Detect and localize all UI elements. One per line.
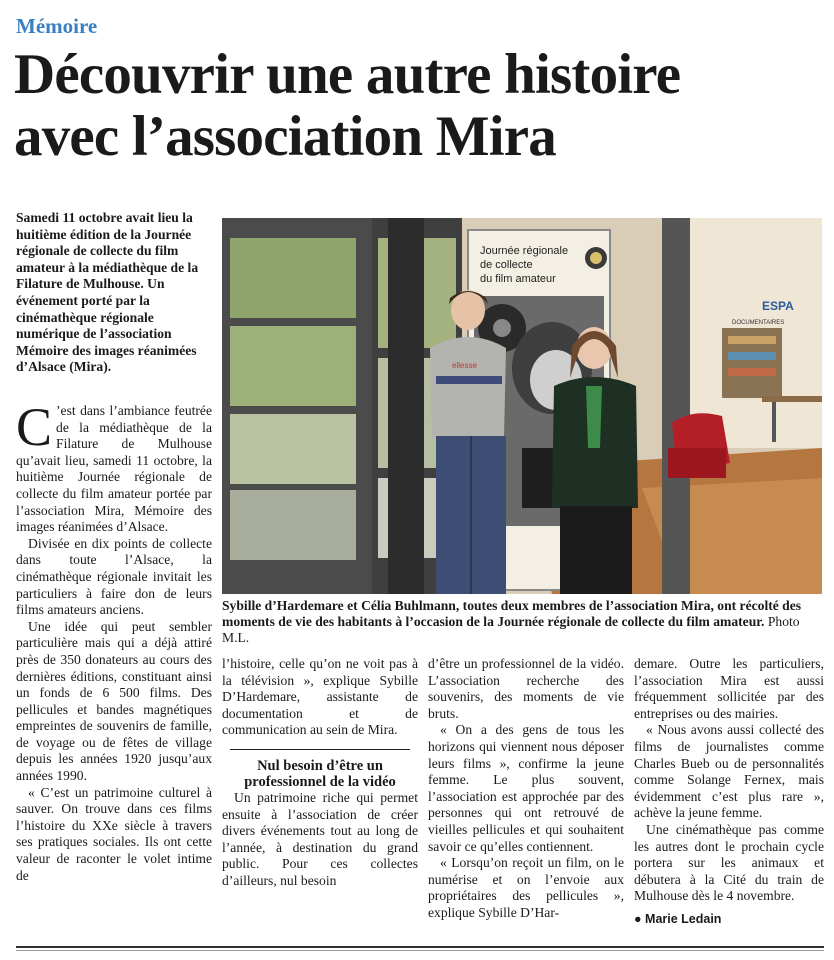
paragraph-8: « On a des gens de tous les horizons qui viennent nous déposer leurs films », confirme la jeune femme. Le plus souvent, l’association est approchée par des personnes qui ont retrouvé de vieilles pellicules et qui souhaitent savoir ce qu’elles contiennent.: [428, 722, 624, 854]
photo-illustration: [222, 218, 822, 594]
paragraph-6: Un patrimoine riche qui permet ensuite à l’association de créer divers événements tout au long de l’année, à destination du grand public. Pour ces collectes d’ailleurs, nul besoin: [222, 789, 418, 888]
bottom-rule: [16, 946, 824, 948]
article-column-3: [428, 656, 624, 922]
paragraph-2: Divisée en dix points de collecte dans toute l’Alsace, la cinémathèque régionale invitait les particuliers à faire don de leurs films amateurs anciens.: [16, 535, 212, 618]
lead-paragraph: Samedi 11 octobre avait lieu la huitième édition de la Journée régionale de collecte du film amateur à la médiathèque de la Filature de Mulhouse. Un événement porté par la cinémathèque régionale numérique de l’association Mémoire des images réanimées d’Alsace (Mira).: [16, 210, 199, 375]
sign-documentaires: DOCUMENTAIRES: [732, 320, 785, 326]
paragraph-7: d’être un professionnel de la vidéo. L’association recherche des souvenirs, des moments de vie bruts.: [428, 656, 624, 721]
dropcap: C: [16, 397, 53, 457]
paragraph-1-text: ’est dans l’ambiance feutrée de la médiathèque de la Filature de Mulhouse qu’avait lieu, samedi 11 octobre, la huitième Journée régionale de collecte du film amateur portée par l’association Mira, Mémoire des images réanimées d’Alsace.: [16, 403, 212, 535]
sign-espace: ESPA: [762, 299, 794, 313]
paragraph-11: « Nous avons aussi collecté des films de journalistes comme Charles Bueb ou de personnalités comme Solange Fernex, mais évidemment c’est plus rare », achève la jeune femme.: [634, 722, 824, 821]
author-name: Marie Ledain: [645, 911, 722, 926]
bottom-rule-thin: [16, 950, 824, 951]
banner-line-3: du film amateur: [480, 273, 556, 285]
paragraph-5: l’histoire, celle qu’on ne voit pas à la télévision », explique Sybille D’Hardemare, assistante de documentation et de communication au sein de Mira.: [222, 656, 418, 738]
paragraph-3: Une idée qui peut sembler particulière mais qui a déjà attiré près de 350 donateurs au cours des dernières éditions, constituant ainsi un fonds de 6 500 films. Des pellicules et bandes magnétiques empreintes de souvenirs de famille, de voyage ou de fêtes de village depuis les années 1920 jusqu’aux années 1990.: [16, 618, 212, 784]
article-column-2: [222, 656, 418, 890]
author-byline: ● Marie Ledain: [634, 911, 722, 926]
shirt-logo: ellesse: [452, 361, 477, 370]
photo-caption: [222, 598, 824, 647]
banner-line-1: Journée régionale: [480, 245, 569, 257]
banner-line-2: de collecte: [480, 259, 533, 271]
paragraph-1: [16, 397, 212, 536]
article-column-1: [16, 397, 212, 884]
caption-text: Sybille d’Hardemare et Célia Buhlmann, toutes deux membres de l’association Mira, ont récolté des moments de vie des habitants à l’occasion de la Journée régionale de collecte du film amateur.: [222, 598, 802, 630]
paragraph-10: demare. Outre les particuliers, l’association Mira est aussi fréquemment sollicitée par des entreprises ou des mairies.: [634, 656, 824, 721]
article-column-4: [634, 656, 824, 928]
headline-line-1: Découvrir une autre histoire: [14, 43, 681, 106]
headline-line-2: avec l’association Mira: [14, 105, 556, 168]
photo-credit: Photo M.L.: [222, 614, 800, 646]
paragraph-12: Une cinémathèque pas comme les autres dont le prochain cycle portera sur les animaux et débutera à la Cité du train de Mulhouse dès le 4 novembre.: [634, 821, 824, 904]
headline: [14, 44, 824, 168]
article-photo: [222, 218, 822, 594]
paragraph-9: « Lorsqu’on reçoit un film, on le numérise et on l’envoie aux propriétaires des pellicules », explique Sybille D’Har-: [428, 855, 624, 920]
paragraph-4: « C’est un patrimoine culturel à sauver. On trouve dans ces films l’histoire du XXe siècle à travers ses pratiques sociales. Ils ont cette valeur de raconter le volet intime de: [16, 784, 212, 883]
intertitle: Nul besoin d’être un professionnel de la vidéo: [230, 749, 410, 790]
section-rubric: Mémoire: [16, 14, 98, 38]
